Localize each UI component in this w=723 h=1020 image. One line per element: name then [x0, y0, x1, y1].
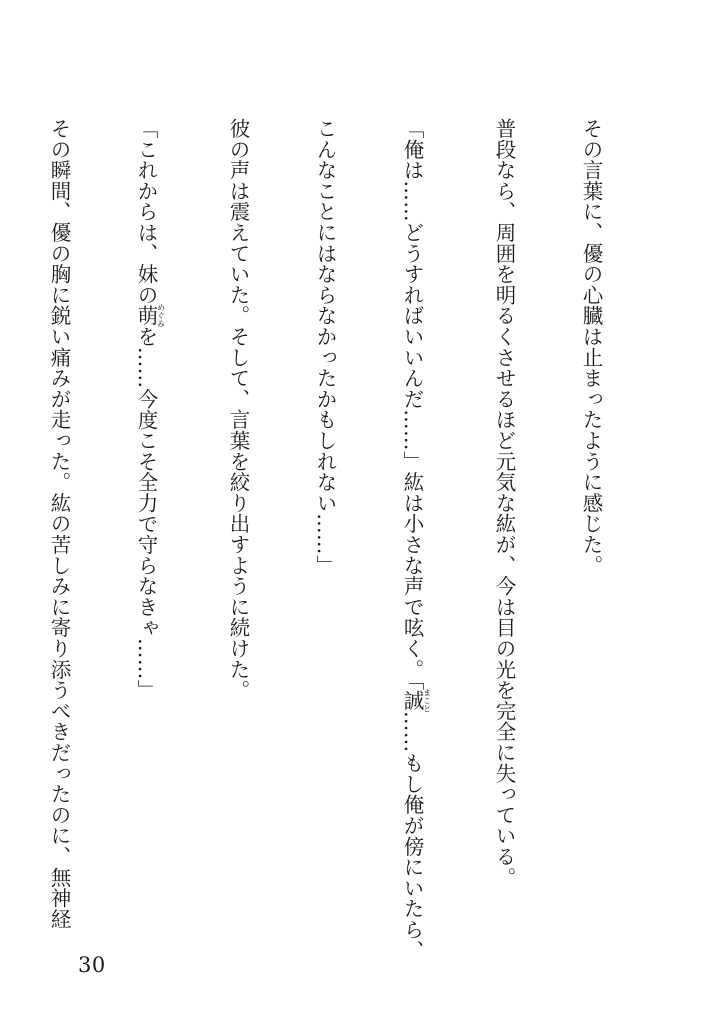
text-line-7: その瞬間、優の胸に鋭い痛みが走った。紘の苦しみに寄り添うべきだったのに、無神経	[47, 118, 71, 930]
ruby-base-makoto: 誠	[400, 688, 424, 713]
text-line-6	[131, 118, 165, 930]
text-line-3	[397, 118, 432, 961]
ruby-reading-megumi: めぐみ	[156, 303, 166, 328]
text-line-6-rest: を……今度こそ全力で守らなきゃ……」	[134, 326, 158, 701]
text-line-4: こんなことにはならなかったかもしれない……」	[313, 118, 337, 576]
text-line-3-rest: ……もし俺が傍にいたら、	[400, 710, 424, 961]
text-line-2: 普段なら、周囲を明るくさせるほど元気な紘が、今は目の光を完全に失っている。	[492, 118, 516, 888]
ruby-base-megumi: 萌	[134, 303, 158, 328]
ruby-megumi	[134, 303, 166, 328]
text-line-6-main: 「これからは、妹の	[134, 118, 158, 306]
text-line-3-main: 「俺は……どうすればいいんだ……」紘は小さな声で呟く。「	[400, 118, 424, 691]
vertical-text-body	[0, 118, 663, 961]
page-number: 30	[78, 953, 106, 977]
ruby-reading-makoto: まこと	[422, 688, 432, 713]
ruby-makoto	[400, 688, 432, 713]
text-line-5: 彼の声は震えていた。そして、言葉を絞り出すように続けた。	[226, 118, 250, 701]
text-line-1: その言葉に、優の心臓は止まったように感じた。	[579, 118, 603, 576]
